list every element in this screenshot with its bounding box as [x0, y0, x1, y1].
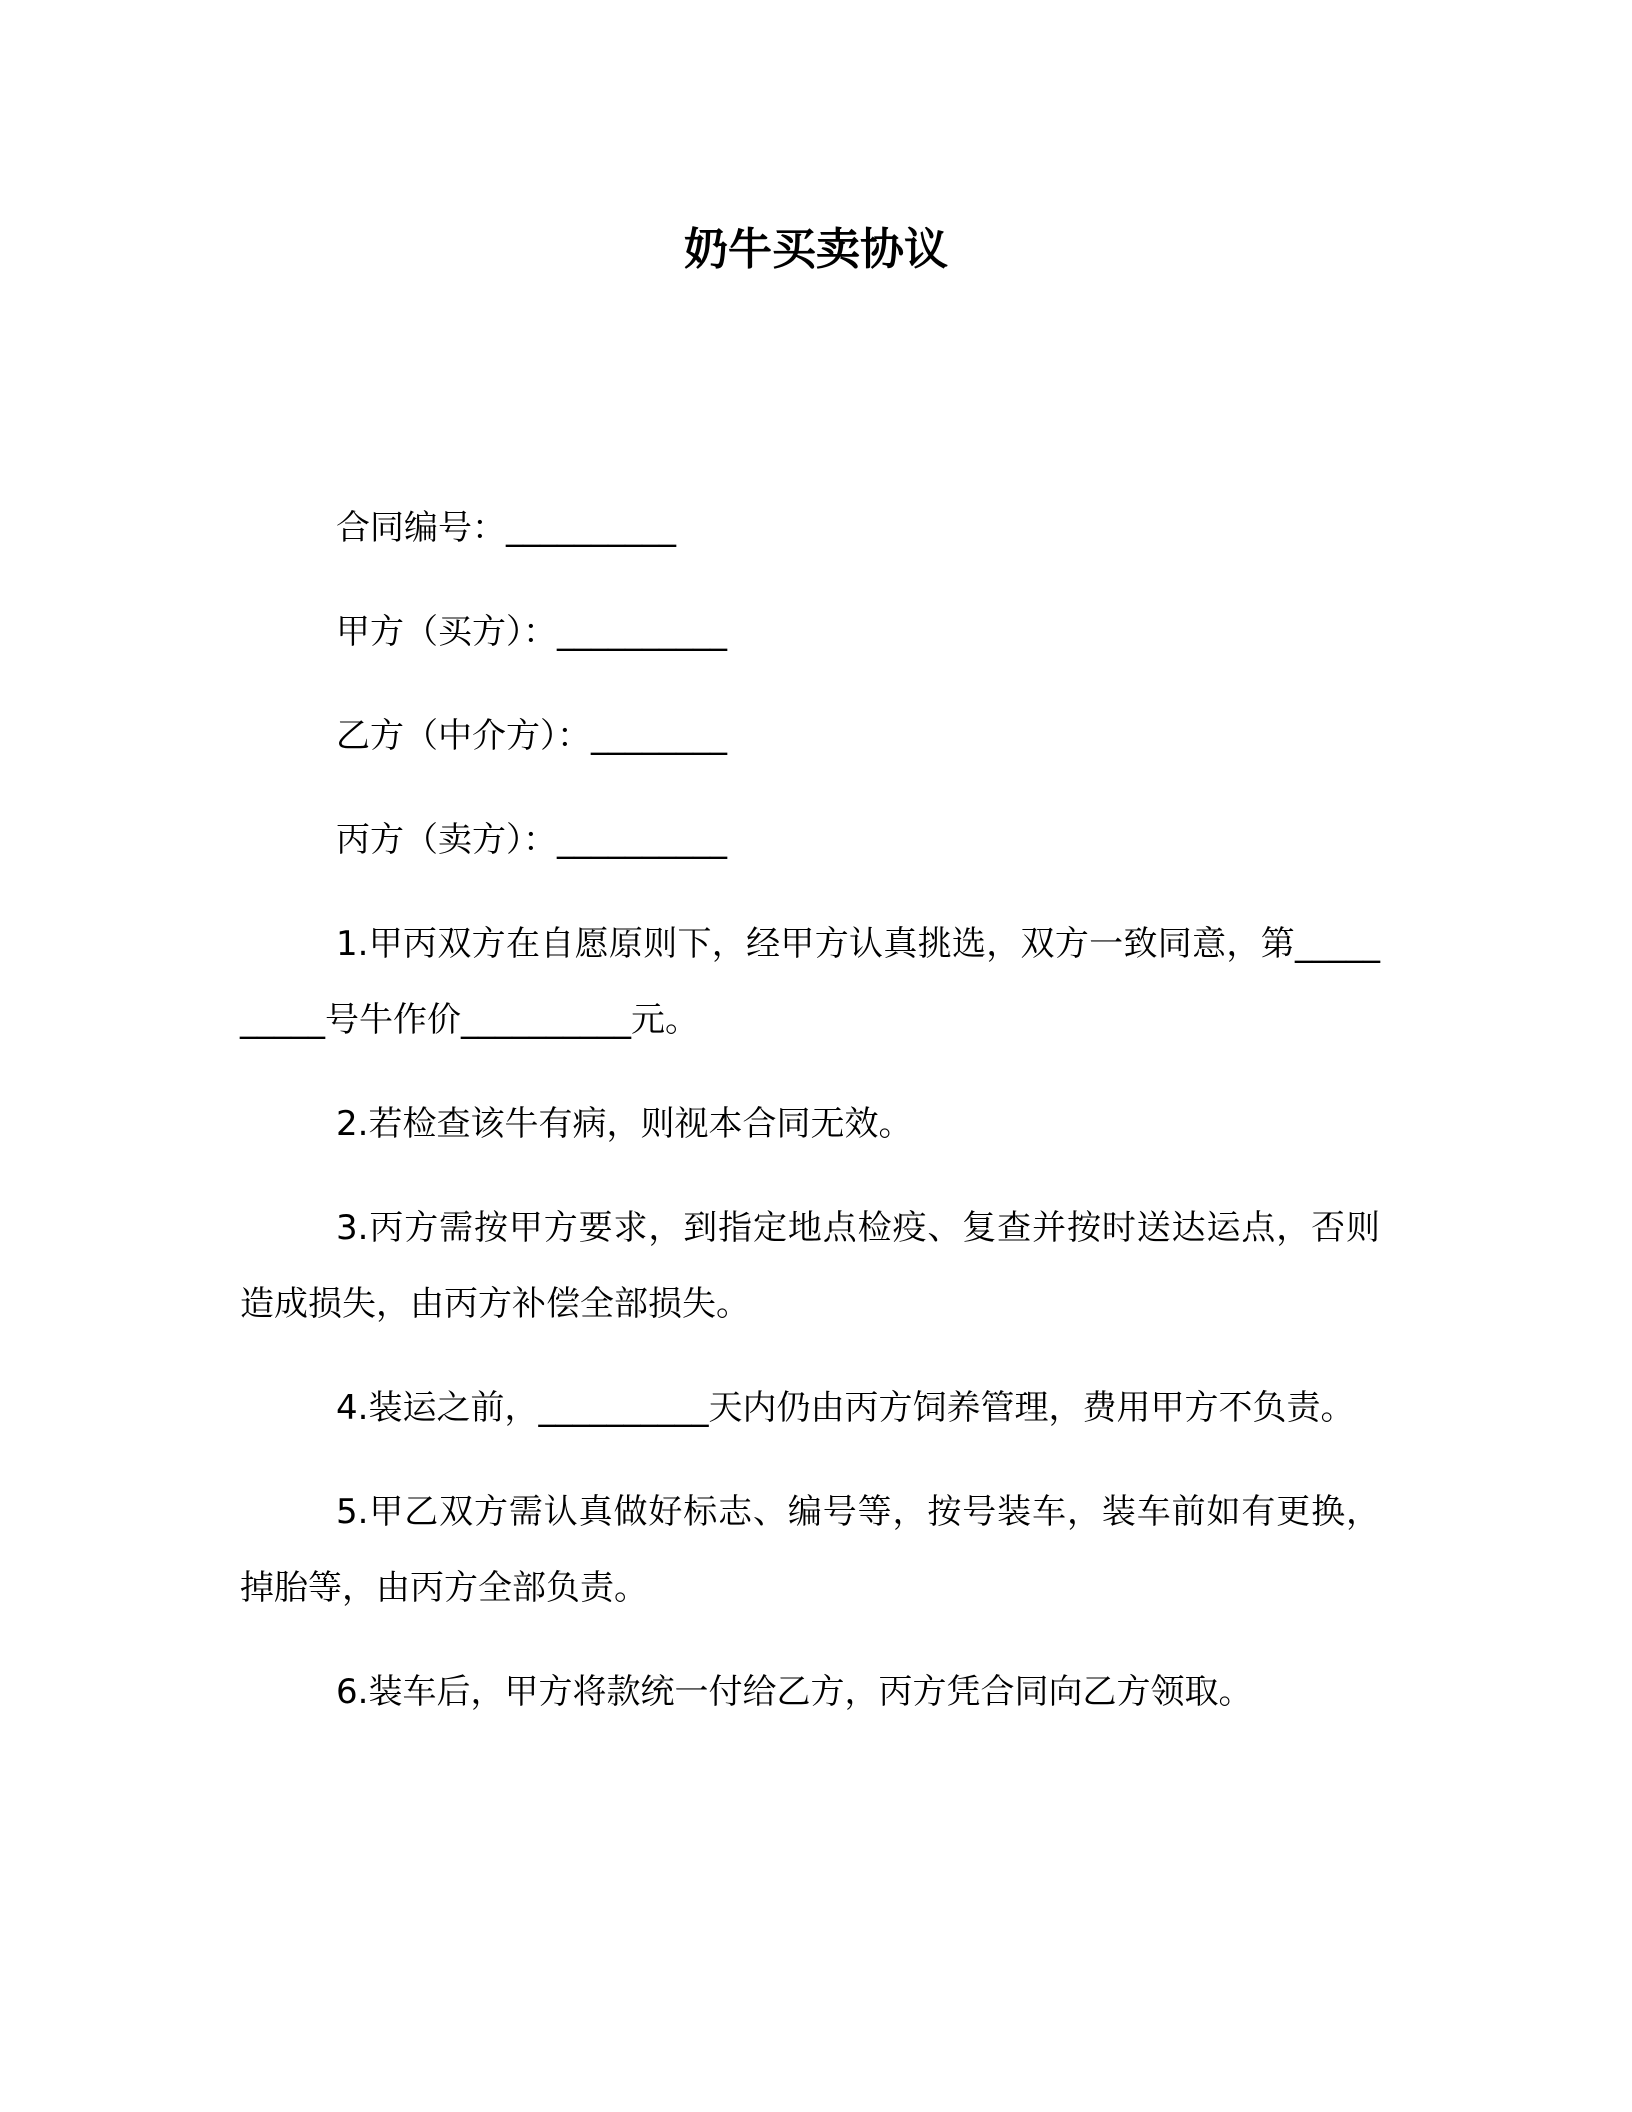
contract-number-field: 合同编号：__________ — [336, 508, 676, 548]
clause-4: 4.装运之前，__________天内仍由丙方饲养管理，费用甲方不负责。 — [336, 1388, 1355, 1428]
party-a-buyer-field: 甲方（买方）：__________ — [336, 612, 727, 652]
party-b-intermediary-field: 乙方（中介方）：________ — [336, 716, 727, 756]
clause-2: 2.若检查该牛有病，则视本合同无效。 — [336, 1104, 913, 1144]
document-body — [240, 490, 1380, 1758]
clause-5: 5.甲乙双方需认真做好标志、编号等，按号装车，装车前如有更换，掉胎等，由丙方全部负责。 — [240, 1492, 1380, 1608]
clause-6: 6.装车后，甲方将款统一付给乙方，丙方凭合同向乙方领取。 — [336, 1672, 1253, 1712]
party-c-seller-field: 丙方（卖方）：__________ — [336, 820, 727, 860]
clause-3: 3.丙方需按甲方要求，到指定地点检疫、复查并按时送达运点，否则造成损失，由丙方补偿全部损失。 — [240, 1208, 1380, 1324]
clause-1: 1.甲丙双方在自愿原则下，经甲方认真挑选，双方一致同意，第__________号牛作价__________元。 — [240, 924, 1380, 1040]
document-title: 奶牛买卖协议 — [684, 224, 948, 275]
